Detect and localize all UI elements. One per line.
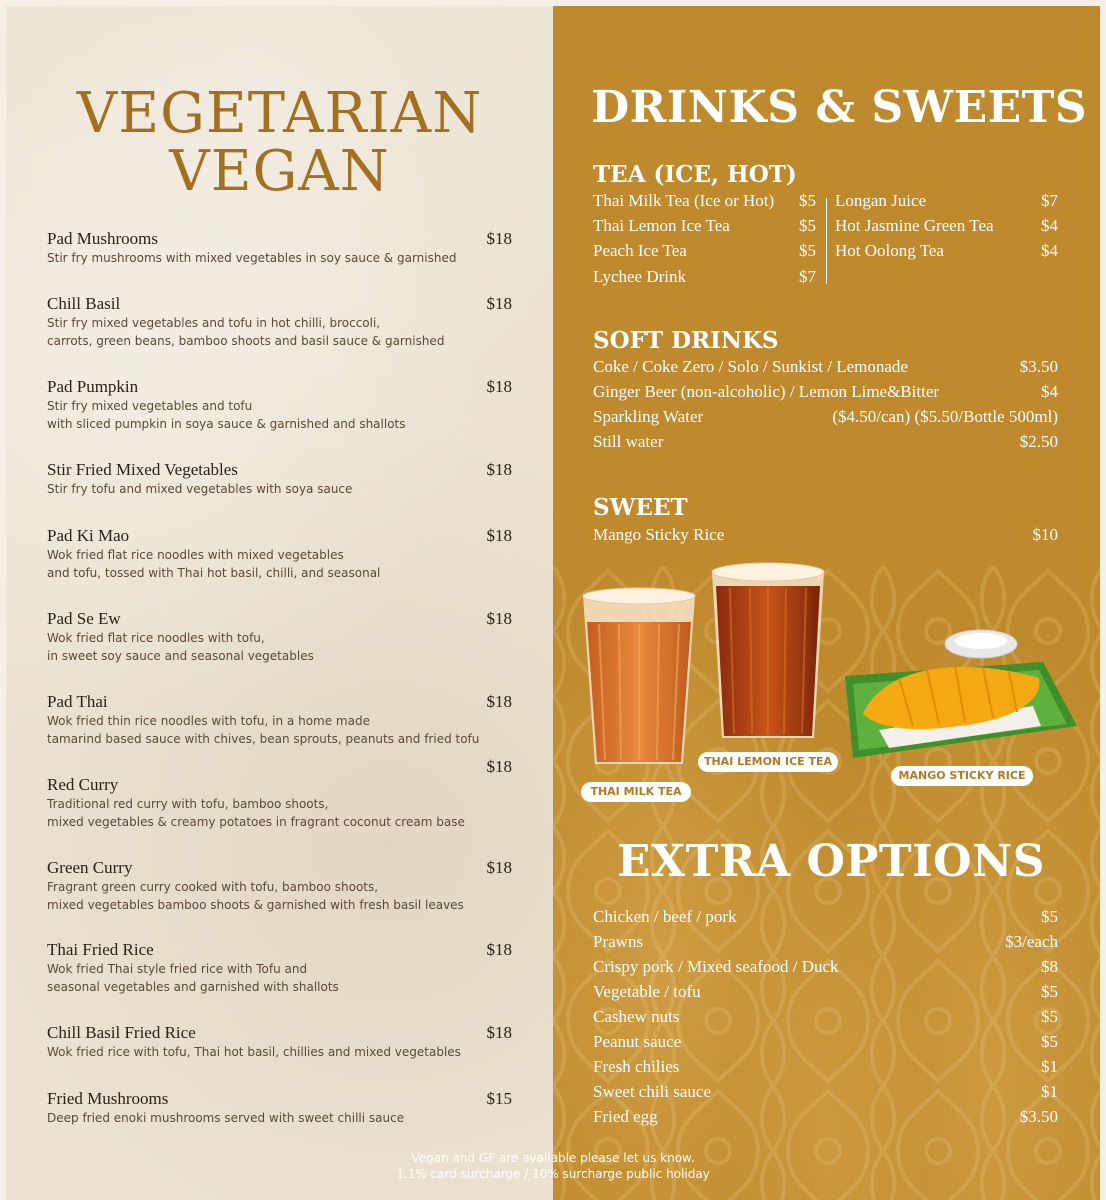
menu-item — [835, 191, 1058, 211]
item-name: Fried egg — [593, 1107, 658, 1126]
item-description: and tofu, tossed with Thai hot basil, chilli, and seasonal — [47, 566, 381, 580]
menu-item — [593, 1107, 1058, 1127]
item-price: $18 — [486, 460, 512, 479]
mango-sticky-rice-label: MANGO STICKY RICE — [891, 766, 1033, 786]
item-price: $18 — [486, 940, 512, 959]
mango-sticky-rice-photo — [843, 626, 1079, 766]
vegetarian-panel — [6, 6, 553, 1200]
item-price: $2.50 — [1019, 432, 1058, 451]
item-price: $1 — [1041, 1082, 1058, 1101]
item-price: $15 — [486, 1089, 512, 1108]
menu-item — [47, 757, 512, 831]
menu-item — [593, 1082, 1058, 1102]
menu-item — [593, 191, 816, 211]
item-name: Fresh chilies — [593, 1057, 680, 1076]
item-name: Peach Ice Tea — [593, 241, 687, 260]
item-name: Peanut sauce — [593, 1032, 682, 1051]
item-name: Fried Mushrooms — [47, 1089, 169, 1108]
item-name: Red Curry — [47, 775, 119, 794]
item-price: $18 — [486, 229, 512, 248]
item-price: $18 — [486, 858, 512, 877]
item-description: mixed vegetables bamboo shoots & garnished with fresh basil leaves — [47, 898, 464, 912]
item-description: Stir fry mixed vegetables and tofu in hot chilli, broccoli, — [47, 316, 381, 330]
item-price: $18 — [486, 609, 512, 628]
item-name: Pad Mushrooms — [47, 229, 158, 248]
item-price: $18 — [486, 377, 512, 396]
item-price: $10 — [1032, 525, 1058, 544]
item-name: Pad Thai — [47, 692, 108, 711]
menu-item — [47, 609, 512, 665]
menu-item — [593, 1032, 1058, 1052]
item-name: Thai Fried Rice — [47, 940, 154, 959]
item-description: Wok fried Thai style fried rice with Tofu and — [47, 962, 308, 976]
thai-lemon-ice-tea-label: THAI LEMON ICE TEA — [698, 752, 838, 772]
menu-item — [593, 241, 816, 261]
item-description: Fragrant green curry cooked with tofu, bamboo shoots, — [47, 880, 379, 894]
item-price: $7 — [1041, 191, 1058, 210]
item-name: Still water — [593, 432, 664, 451]
menu-item — [593, 216, 816, 236]
soft-drinks-section-title: SOFT DRINKS — [593, 327, 779, 354]
drinks-panel — [553, 6, 1100, 1200]
item-description: Traditional red curry with tofu, bamboo shoots, — [47, 797, 329, 811]
tea-section-title: TEA (ICE, HOT) — [593, 161, 797, 188]
menu-item — [593, 382, 1058, 402]
menu-item — [593, 525, 1058, 545]
menu-item — [47, 294, 512, 350]
item-description: Wok fried rice with tofu, Thai hot basil, chillies and mixed vegetables — [47, 1045, 461, 1059]
item-name: Vegetable / tofu — [593, 982, 701, 1001]
item-price: ($4.50/can) ($5.50/Bottle 500ml) — [832, 407, 1058, 426]
item-name: Crispy pork / Mixed seafood / Duck — [593, 957, 839, 976]
item-price: $4 — [1041, 216, 1058, 235]
item-name: Sweet chili sauce — [593, 1082, 712, 1101]
item-price: $5 — [799, 191, 816, 210]
column-divider — [826, 198, 827, 284]
item-price: $7 — [799, 267, 816, 286]
item-name: Pad Se Ew — [47, 609, 121, 628]
item-name: Pad Pumpkin — [47, 377, 139, 396]
item-price: $8 — [1041, 957, 1058, 976]
item-description: Wok fried flat rice noodles with mixed vegetables — [47, 548, 344, 562]
menu-item — [47, 229, 512, 267]
item-description: with sliced pumpkin in soya sauce & garnished and shallots — [47, 417, 406, 431]
item-name: Thai Milk Tea (Ice or Hot) — [593, 191, 775, 210]
item-name: Longan Juice — [835, 191, 927, 210]
item-description: Wok fried flat rice noodles with tofu, — [47, 631, 265, 645]
item-price: $18 — [486, 526, 512, 545]
menu-item — [593, 407, 1058, 427]
item-price: $5 — [799, 241, 816, 260]
item-price: $5 — [1041, 1032, 1058, 1051]
item-name: Pad Ki Mao — [47, 526, 130, 545]
menu-item — [47, 940, 512, 996]
item-description: Stir fry mushrooms with mixed vegetables in soy sauce & garnished — [47, 251, 457, 265]
menu-item — [593, 907, 1058, 927]
item-description: tamarind based sauce with chives, bean sprouts, peanuts and fried tofu — [47, 732, 480, 746]
footer-note-gf: Vegan and GF are available please let us know. — [411, 1151, 695, 1165]
menu-item — [47, 858, 512, 914]
thai-milk-tea-photo — [579, 584, 699, 770]
menu-item — [47, 1089, 512, 1127]
item-description: Stir fry mixed vegetables and tofu — [47, 399, 253, 413]
menu-item — [593, 267, 816, 287]
item-name: Mango Sticky Rice — [593, 525, 725, 544]
item-price: $18 — [486, 692, 512, 711]
item-name: Cashew nuts — [593, 1007, 680, 1026]
item-price: $5 — [1041, 1007, 1058, 1026]
item-price: $18 — [486, 1023, 512, 1042]
menu-item — [47, 377, 512, 433]
vegetarian-title: VEGETARIAN — [76, 81, 483, 146]
item-name: Hot Jasmine Green Tea — [835, 216, 994, 235]
item-description: Stir fry tofu and mixed vegetables with soya sauce — [47, 482, 353, 496]
thai-lemon-ice-tea-photo — [708, 558, 828, 744]
item-name: Green Curry — [47, 858, 133, 877]
menu-item — [835, 241, 1058, 261]
item-price: $18 — [486, 757, 512, 776]
thai-milk-tea-label: THAI MILK TEA — [581, 782, 691, 802]
item-description: Wok fried thin rice noodles with tofu, in a home made — [47, 714, 370, 728]
menu-item — [47, 526, 512, 582]
footer-note-surcharge: 1.1% card surcharge / 10% surcharge public holiday — [396, 1167, 710, 1181]
item-price: $1 — [1041, 1057, 1058, 1076]
menu-item — [593, 1057, 1058, 1077]
sweet-section-title: SWEET — [593, 494, 688, 521]
item-price: $4 — [1041, 241, 1058, 260]
extra-options-title: EXTRA OPTIONS — [617, 836, 1046, 887]
menu-item — [593, 957, 1058, 977]
item-name: Coke / Coke Zero / Solo / Sunkist / Lemonade — [593, 357, 908, 376]
menu-item — [835, 216, 1058, 236]
menu-item — [593, 932, 1058, 952]
menu-item — [47, 460, 512, 498]
item-price: $5 — [1041, 982, 1058, 1001]
item-name: Hot Oolong Tea — [835, 241, 944, 260]
item-name: Stir Fried Mixed Vegetables — [47, 460, 238, 479]
drinks-sweets-title: DRINKS & SWEETS — [591, 82, 1088, 133]
item-description: in sweet soy sauce and seasonal vegetables — [47, 649, 314, 663]
item-price: $5 — [1041, 907, 1058, 926]
menu-item — [47, 1023, 512, 1061]
item-price: $3.50 — [1019, 1107, 1058, 1126]
item-name: Sparkling Water — [593, 407, 704, 426]
menu-item — [593, 982, 1058, 1002]
item-price: $5 — [799, 216, 816, 235]
item-name: Chill Basil Fried Rice — [47, 1023, 196, 1042]
menu-item — [593, 357, 1058, 377]
item-price: $4 — [1041, 382, 1058, 401]
menu-item — [593, 1007, 1058, 1027]
item-name: Ginger Beer (non-alcoholic) / Lemon Lime&Bitter — [593, 382, 940, 401]
menu-item — [593, 432, 1058, 452]
item-description: seasonal vegetables and garnished with shallots — [47, 980, 339, 994]
item-price: $18 — [486, 294, 512, 313]
vegan-title: VEGAN — [169, 139, 390, 204]
item-name: Chill Basil — [47, 294, 121, 313]
item-name: Thai Lemon Ice Tea — [593, 216, 730, 235]
menu-item — [47, 692, 512, 748]
item-name: Chicken / beef / pork — [593, 907, 737, 926]
item-price: $3.50 — [1019, 357, 1058, 376]
item-price: $3/each — [1005, 932, 1058, 951]
item-description: carrots, green beans, bamboo shoots and basil sauce & garnished — [47, 334, 445, 348]
item-description: mixed vegetables & creamy potatoes in fragrant coconut cream base — [47, 815, 465, 829]
item-name: Prawns — [593, 932, 644, 951]
item-name: Lychee Drink — [593, 267, 686, 286]
item-description: Deep fried enoki mushrooms served with sweet chilli sauce — [47, 1111, 405, 1125]
